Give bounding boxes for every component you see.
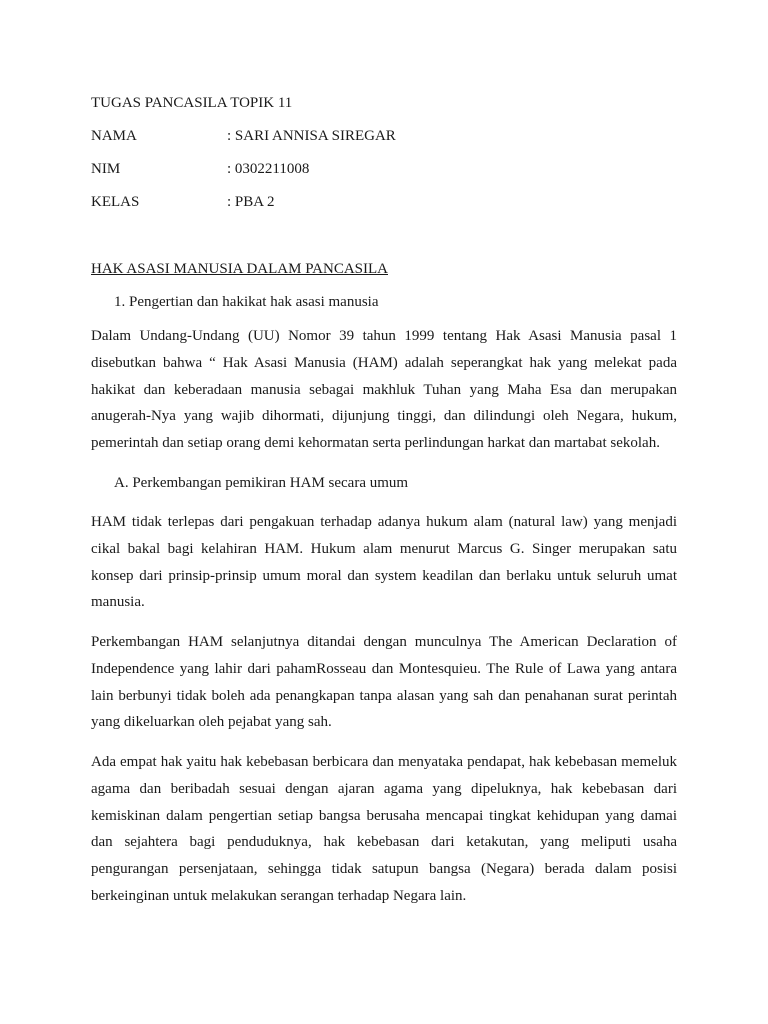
paragraph-1: Dalam Undang-Undang (UU) Nomor 39 tahun 1999 tentang Hak Asasi Manusia pasal 1 disebutkan bahwa “ Hak Asasi Manusia (HAM) adalah seperangkat hak yang melekat pada hakikat dan keberadaan manusia sebagai makhluk Tuhan yang Maha Esa dan merupakan anugerah-Nya yang wajib dihormati, dijunjung tinggi, dan dilindungi oleh Negara, hukum, pemerintah dan setiap orang demi kehormatan serta perlindungan harkat dan martabat sekolah.: [91, 328, 677, 452]
paragraph-2: HAM tidak terlepas dari pengakuan terhadap adanya hukum alam (natural law) yang menjadi cikal bakal bagi kelahiran HAM. Hukum alam menurut Marcus G. Singer merupakan satu konsep dari prinsip-prinsip umum moral dan system keadilan dan berlaku untuk seluruh umat manusia.: [91, 514, 677, 611]
field-label-kelas: KELAS: [91, 194, 140, 210]
field-label-nama: NAMA: [91, 128, 137, 144]
field-label-nim: NIM: [91, 161, 121, 177]
field-value-nim: : 0302211008: [227, 161, 310, 177]
paragraph-3: Perkembangan HAM selanjutnya ditandai dengan munculnya The American Declaration of Independence yang lahir dari pahamRosseau dan Montesquieu. The Rule of Lawa yang antara lain berbunyi tidak boleh ada penangkapan tanpa alasan yang sah dan penahanan surat perintah yang dikeluarkan oleh pejabat yang sah.: [91, 634, 677, 731]
field-value-nama: : SARI ANNISA SIREGAR: [227, 128, 396, 144]
document-title: TUGAS PANCASILA TOPIK 11: [91, 95, 293, 111]
list-item-1: 1. Pengertian dan hakikat hak asasi manusia: [114, 294, 379, 310]
paragraph-4: Ada empat hak yaitu hak kebebasan berbicara dan menyataka pendapat, hak kebebasan memeluk agama dan beribadah sesuai dengan ajaran agama yang dipeluknya, hak kebebasan dari kemiskinan dalam pengertian setiap bangsa berusaha mencapai tingkat kehidupan yang damai dan sejahtera bagi penduduknya, hak kebebasan dari ketakutan, yang meliputi usaha pengurangan persenjataan, sehingga tidak satupun bangsa (Negara) berada dalam posisi berkeinginan untuk melakukan serangan terhadap Negara lain.: [91, 754, 677, 904]
list-item-a: A. Perkembangan pemikiran HAM secara umum: [114, 475, 409, 491]
field-value-kelas: : PBA 2: [227, 194, 275, 210]
section-heading: HAK ASASI MANUSIA DALAM PANCASILA: [91, 261, 388, 277]
